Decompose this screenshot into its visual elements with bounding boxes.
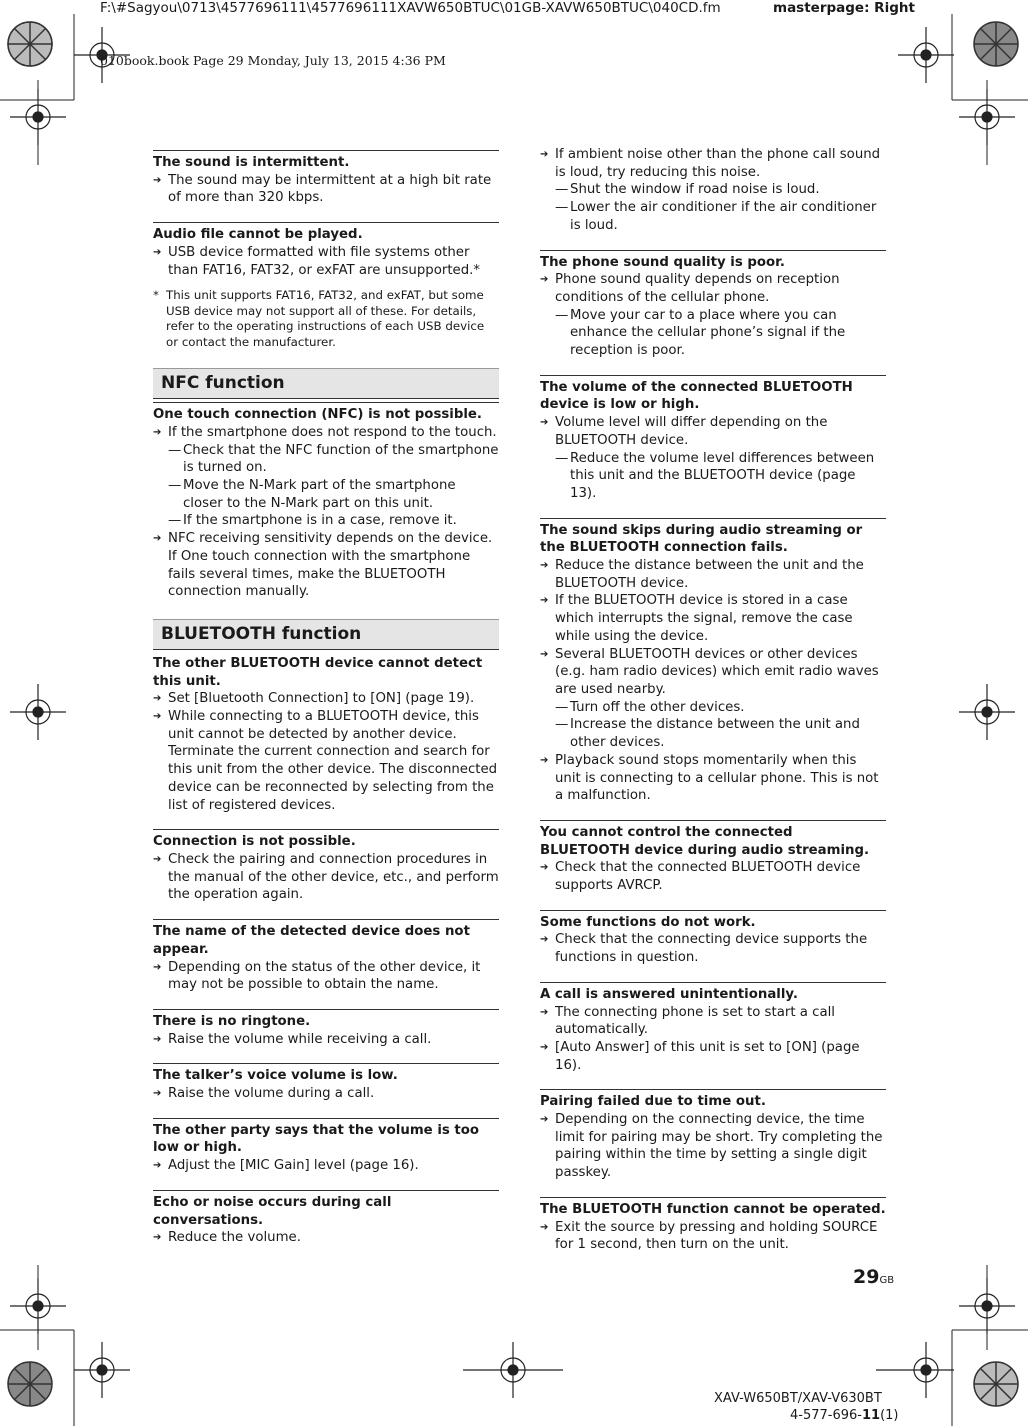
registration-mark <box>959 89 1015 145</box>
footer <box>714 1390 899 1424</box>
trouble-item <box>153 919 499 994</box>
star-target <box>8 22 52 66</box>
solution: ➔ Depending on the connecting device, the time limit for pairing may be short. Try completing the pairing within the time by setting a single digit passkey. <box>540 1111 886 1182</box>
solution: ➔ Depending on the status of the other device, it may not be possible to obtain the name. <box>153 959 499 994</box>
page-number-value: 29 <box>853 1266 880 1288</box>
star-target <box>974 22 1018 66</box>
trouble-item <box>153 1009 499 1048</box>
solution: ➔ If the smartphone does not respond to the touch. <box>153 424 499 442</box>
section-heading-bluetooth: BLUETOOTH function <box>153 619 499 650</box>
item-title: Echo or noise occurs during call conversations. <box>153 1194 392 1228</box>
trouble-item-continued <box>540 144 886 235</box>
item-title: Audio file cannot be played. <box>153 227 363 243</box>
trouble-item <box>540 1197 886 1254</box>
model-number: XAV-W650BT/XAV-V630BT <box>714 1391 882 1406</box>
trouble-item <box>540 820 886 895</box>
item-title: Pairing failed due to time out. <box>540 1094 766 1110</box>
item-title: You cannot control the connected BLUETOOTH device during audio streaming. <box>540 824 870 858</box>
star-target <box>8 1362 52 1406</box>
solution: ➔ Volume level will differ depending on the BLUETOOTH device. <box>540 414 886 449</box>
item-title: The phone sound quality is poor. <box>540 254 785 270</box>
right-column <box>540 144 886 1269</box>
item-title: The sound skips during audio streaming or the BLUETOOTH connection fails. <box>540 522 863 556</box>
left-column <box>153 150 499 1262</box>
trouble-item <box>153 150 499 207</box>
solution: ➔ Check that the connecting device supports the functions in question. <box>540 931 886 966</box>
trouble-item <box>540 250 886 360</box>
solution: ➔ If the BLUETOOTH device is stored in a case which interrupts the signal, remove the case while using the device. <box>540 592 886 645</box>
solution: ➔ Set [Bluetooth Connection] to [ON] (page 19). <box>153 690 499 708</box>
trouble-item <box>540 375 886 503</box>
registration-mark <box>463 1342 563 1398</box>
trouble-item <box>153 1063 499 1102</box>
registration-mark <box>959 684 1015 740</box>
registration-mark <box>959 1278 1015 1334</box>
registration-mark <box>898 27 954 83</box>
registration-mark <box>10 684 66 740</box>
item-title: The sound is intermittent. <box>153 155 350 170</box>
footnote: * This unit supports FAT16, FAT32, and exFAT, but some USB device may not support all of these. For details, refer to the operating instructions of each USB device or contact the manufacturer. <box>153 288 499 350</box>
item-title: A call is answered unintentionally. <box>540 986 798 1002</box>
trouble-item <box>540 1089 886 1182</box>
solution: ➔ Check the pairing and connection procedures in the manual of the other device, etc., and perform the operation again. <box>153 851 499 904</box>
sub-solution: — Reduce the volume level differences between this unit and the BLUETOOTH device (page 13). <box>540 450 886 503</box>
item-title: Some functions do not work. <box>540 914 756 930</box>
solution: ➔ USB device formatted with file systems other than FAT16, FAT32, or exFAT are unsupported.* <box>153 244 499 279</box>
solution: ➔ NFC receiving sensitivity depends on the device. <box>153 530 499 548</box>
solution: ➔ The connecting phone is set to start a call automatically. <box>540 1004 886 1039</box>
solution-continued: If One touch connection with the smartphone fails several times, make the BLUETOOTH connection manually. <box>168 548 471 600</box>
trouble-item <box>153 1190 499 1247</box>
trouble-item <box>153 402 499 601</box>
solution: ➔ Playback sound stops momentarily when this unit is connecting to a cellular phone. This is not a malfunction. <box>540 752 886 805</box>
sub-solution: — Lower the air conditioner if the air conditioner is loud. <box>540 199 886 234</box>
item-title: Connection is not possible. <box>153 834 356 850</box>
solution-continued: Terminate the current connection and search for this unit from the other device. The disconnected device can be reconnected by selecting from the list of registered devices. <box>168 744 498 813</box>
solution: ➔ Raise the volume during a call. <box>153 1085 499 1103</box>
book-info: 010book.book Page 29 Monday, July 13, 2015 4:36 PM <box>100 53 446 68</box>
solution: ➔ Reduce the volume. <box>153 1229 499 1247</box>
trouble-item <box>153 653 499 814</box>
sub-solution: — Move your car to a place where you can enhance the cellular phone’s signal if the reception is poor. <box>540 307 886 360</box>
sub-solution: — Shut the window if road noise is loud. <box>540 181 886 199</box>
item-title: The talker’s voice volume is low. <box>153 1068 398 1084</box>
trouble-item <box>153 829 499 904</box>
solution: ➔ Phone sound quality depends on reception conditions of the cellular phone. <box>540 271 886 306</box>
page-number <box>853 1266 894 1288</box>
masterpage-label: masterpage: Right <box>773 0 915 16</box>
solution: ➔ [Auto Answer] of this unit is set to [ON] (page 16). <box>540 1039 886 1074</box>
item-title: There is no ringtone. <box>153 1013 311 1029</box>
sub-solution: — Check that the NFC function of the smartphone is turned on. <box>153 442 499 477</box>
solution: ➔ Exit the source by pressing and holding SOURCE for 1 second, then turn on the unit. <box>540 1219 886 1254</box>
sub-solution: — Move the N-Mark part of the smartphone closer to the N-Mark part on this unit. <box>153 477 499 512</box>
part-code-bold: 11 <box>861 1408 881 1423</box>
item-title: The other party says that the volume is too low or high. <box>153 1122 480 1156</box>
item-title: The name of the detected device does not appear. <box>153 924 470 957</box>
solution: ➔ If ambient noise other than the phone call sound is loud, try reducing this noise. <box>540 146 886 181</box>
sub-solution: — If the smartphone is in a case, remove it. <box>153 512 499 530</box>
registration-mark <box>10 89 66 145</box>
trouble-item <box>540 982 886 1075</box>
solution: ➔ Raise the volume while receiving a call. <box>153 1031 499 1049</box>
solution: ➔ Adjust the [MIC Gain] level (page 16). <box>153 1157 499 1175</box>
solution: ➔ While connecting to a BLUETOOTH device, this unit cannot be detected by another device. <box>153 708 499 743</box>
file-path-header: F:\#Sagyou\0713\4577696111\4577696111XAVW650BTUC\01GB-XAVW650BTUC\040CD.fm <box>100 0 721 16</box>
part-number <box>714 1407 899 1424</box>
solution: ➔ Check that the connected BLUETOOTH device supports AVRCP. <box>540 859 886 894</box>
part-code-suffix: (1) <box>880 1408 899 1423</box>
page-number-suffix: GB <box>879 1275 895 1286</box>
part-code: 4-577-696- <box>790 1408 862 1423</box>
solution: ➔ Several BLUETOOTH devices or other devices (e.g. ham radio devices) which emit radio waves are used nearby. <box>540 646 886 699</box>
item-title: The BLUETOOTH function cannot be operated. <box>540 1201 886 1217</box>
item-title: The volume of the connected BLUETOOTH device is low or high. <box>540 379 853 413</box>
item-title: One touch connection (NFC) is not possible. <box>153 407 482 423</box>
sub-solution: — Turn off the other devices. <box>540 699 886 717</box>
sub-solution: — Increase the distance between the unit and other devices. <box>540 716 886 751</box>
registration-mark <box>10 1278 66 1334</box>
solution: ➔ The sound may be intermittent at a high bit rate of more than 320 kbps. <box>153 172 499 207</box>
trouble-item <box>153 1118 499 1175</box>
trouble-item <box>540 910 886 967</box>
trouble-item <box>153 222 499 279</box>
solution: ➔ Reduce the distance between the unit and the BLUETOOTH device. <box>540 557 886 592</box>
item-title: The other BLUETOOTH device cannot detect this unit. <box>153 655 483 689</box>
star-target <box>974 1362 1018 1406</box>
registration-mark <box>74 1342 130 1398</box>
section-heading-nfc: NFC function <box>153 368 499 399</box>
trouble-item <box>540 518 886 805</box>
